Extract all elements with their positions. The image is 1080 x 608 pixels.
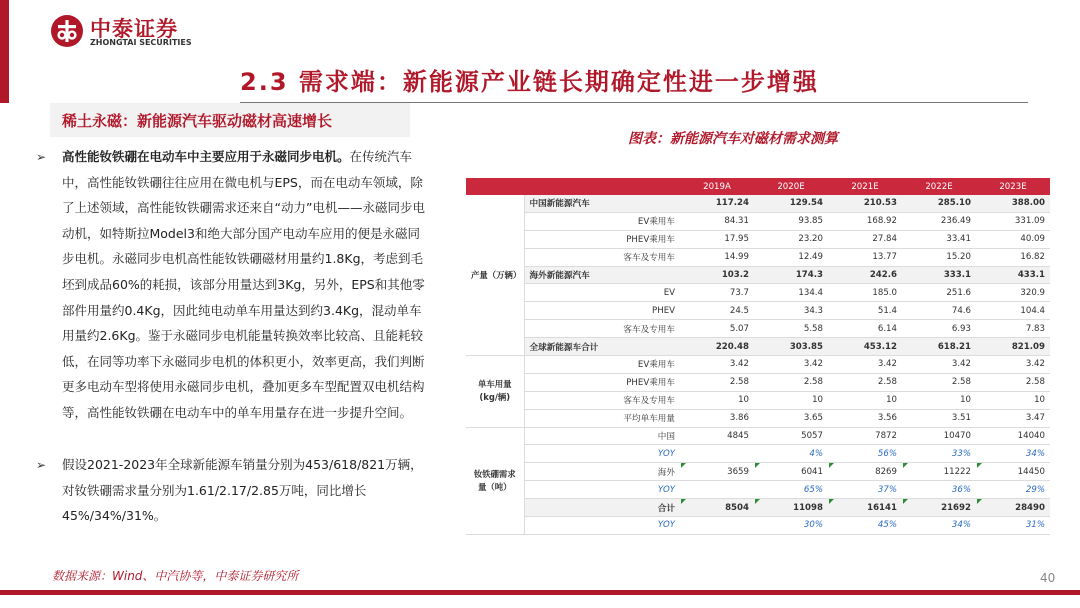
- group-label-demand: 钕铁硼需求量（吨）: [466, 427, 524, 534]
- table-cell: 3.42: [754, 356, 828, 374]
- table-cell: 134.4: [754, 284, 828, 302]
- table-cell: 14040: [976, 427, 1050, 445]
- table-row-cn-nev: [466, 195, 1050, 212]
- table-cell: 93.85: [754, 212, 828, 230]
- table-cell: 30%: [754, 517, 828, 535]
- table-cell: 2.58: [680, 373, 754, 391]
- body-paragraph-1: [62, 144, 430, 426]
- table-cell: 333.1: [902, 266, 976, 284]
- table-cell: 14.99: [680, 248, 754, 266]
- left-accent-bar: [0, 0, 9, 103]
- table-cell: 8269: [828, 463, 902, 481]
- table-cell: 31%: [976, 517, 1050, 535]
- table-row-cn-ev: [466, 212, 1050, 230]
- subheading-text: 稀土永磁：新能源汽车驱动磁材高速增长: [62, 112, 333, 130]
- table-cell: 10: [680, 391, 754, 409]
- table-header-row: [466, 178, 1050, 195]
- table-cell: [680, 517, 754, 535]
- table-row-os-bus: [466, 320, 1050, 338]
- logo-text-en: ZHONGTAI SECURITIES: [90, 38, 192, 47]
- table-cell: 4845: [680, 427, 754, 445]
- table-cell: 7.83: [976, 320, 1050, 338]
- table-cell: 15.20: [902, 248, 976, 266]
- table-cell: 74.6: [902, 302, 976, 320]
- table-cell: 14450: [976, 463, 1050, 481]
- table-cell: 117.24: [680, 195, 754, 212]
- row-label: 海外: [524, 463, 680, 481]
- table-row-pc-avg: [466, 409, 1050, 427]
- table-cell: 220.48: [680, 338, 754, 356]
- table-cell: 5.58: [754, 320, 828, 338]
- row-label: PHEV: [524, 302, 680, 320]
- row-label: 客车及专用车: [524, 391, 680, 409]
- table-cell: 388.00: [976, 195, 1050, 212]
- table-cell: 6.93: [902, 320, 976, 338]
- column-header: 2020E: [754, 178, 828, 195]
- page-number: 40: [1040, 571, 1056, 585]
- table-cell: 51.4: [828, 302, 902, 320]
- table-cell: 236.49: [902, 212, 976, 230]
- table-cell: 11098: [754, 499, 828, 517]
- table-cell: 13.77: [828, 248, 902, 266]
- row-label: 合计: [524, 499, 680, 517]
- table-cell: 618.21: [902, 338, 976, 356]
- table-row-pc-ev: [466, 356, 1050, 374]
- table-cell: 331.09: [976, 212, 1050, 230]
- bullet-arrow-icon: ➢: [36, 458, 47, 472]
- table-cell: 6.14: [828, 320, 902, 338]
- body-paragraph-2: 假设2021-2023年全球新能源车销量分别为453/618/821万辆，对钕铁硼需求量分别为1.61/2.17/2.85万吨，同比增长45%/34%/31%。: [62, 457, 423, 524]
- table-cell: 10470: [902, 427, 976, 445]
- page-title: 2.3 需求端：新能源产业链长期确定性进一步增强: [240, 68, 819, 96]
- column-header: 2019A: [680, 178, 754, 195]
- table-cell: 433.1: [976, 266, 1050, 284]
- table-cell: 5.07: [680, 320, 754, 338]
- table-cell: 23.20: [754, 230, 828, 248]
- footer-bar: [0, 590, 1080, 595]
- table-row-os-nev: [466, 266, 1050, 284]
- table-row-cn-phev: [466, 230, 1050, 248]
- table-cell: 174.3: [754, 266, 828, 284]
- table-cell: 37%: [828, 481, 902, 499]
- row-label: 平均单车用量: [524, 409, 680, 427]
- logo-text-cn: 中泰证券: [90, 17, 178, 41]
- table-row-demand-total-yoy: [466, 517, 1050, 535]
- table-row-os-phev: [466, 302, 1050, 320]
- row-label: EV乘用车: [524, 212, 680, 230]
- logo-mark-icon: [50, 14, 84, 48]
- table-cell: 10: [828, 391, 902, 409]
- table-cell: 168.92: [828, 212, 902, 230]
- row-label: 海外新能源汽车: [524, 266, 680, 284]
- table-cell: 16141: [828, 499, 902, 517]
- table-cell: 84.31: [680, 212, 754, 230]
- paragraph-1-body: 在传统汽车中，高性能钕铁硼往往应用在微电机与EPS，而在电动车领域，除了上述领域，高性能钕铁硼需求还来自“动力”电机——永磁同步电动机，如特斯拉Model3和绝大部分国产电动车应用的便是永磁同步电机。永磁同步电机高性能钕铁硼磁材用量约1.8Kg，考虑到毛坯到成品60%的耗损，该部分用量达到3Kg，另外，EPS和其他零部件用量约0.4Kg，因此纯电动单车用量达到约3.4Kg，混动单车用量约2.6Kg。鉴于永磁同步电机能量转换效率比较高、且能耗较低，在同等功率下永磁同步电机的体积更小，效率更高，我们判断更多电动车型将使用永磁同步电机，叠加更多车型配置双电机结构等，高性能钕铁硼在电动车中的单车用量存在进一步提升空间。: [62, 149, 425, 420]
- table-row-os-ev: [466, 284, 1050, 302]
- column-header: 2022E: [902, 178, 976, 195]
- table-cell: 3.47: [976, 409, 1050, 427]
- table-cell: 33%: [902, 445, 976, 463]
- table-row-demand-cn: [466, 427, 1050, 445]
- group-label-sales: 产量（万辆）: [466, 195, 524, 356]
- table-cell: 17.95: [680, 230, 754, 248]
- table-cell: 73.7: [680, 284, 754, 302]
- row-label: EV乘用车: [524, 356, 680, 374]
- table-cell: 10: [976, 391, 1050, 409]
- table-cell: 34%: [902, 517, 976, 535]
- table-cell: 3.86: [680, 409, 754, 427]
- table-cell: 303.85: [754, 338, 828, 356]
- chart-title: 图表：新能源汽车对磁材需求测算: [628, 131, 838, 147]
- table-cell: 185.0: [828, 284, 902, 302]
- table-cell: 21692: [902, 499, 976, 517]
- table-cell: 6041: [754, 463, 828, 481]
- table-cell: 2.58: [754, 373, 828, 391]
- table-cell: 45%: [828, 517, 902, 535]
- table-row-pc-phev: [466, 373, 1050, 391]
- table-cell: 453.12: [828, 338, 902, 356]
- table-cell: 821.09: [976, 338, 1050, 356]
- table-cell: 24.5: [680, 302, 754, 320]
- table-row-cn-bus: [466, 248, 1050, 266]
- table-cell: 251.6: [902, 284, 976, 302]
- table-cell: 34.3: [754, 302, 828, 320]
- table-row-global-total: [466, 338, 1050, 356]
- table-cell: 2.58: [828, 373, 902, 391]
- table-row-demand-os: [466, 463, 1050, 481]
- table-cell: 4%: [754, 445, 828, 463]
- table-cell: 36%: [902, 481, 976, 499]
- row-label: EV: [524, 284, 680, 302]
- row-label: 客车及专用车: [524, 248, 680, 266]
- table-cell: [680, 445, 754, 463]
- table-cell: 10: [754, 391, 828, 409]
- row-label: YOY: [524, 517, 680, 535]
- table-cell: 210.53: [828, 195, 902, 212]
- group-label-per-car: 单车用量(kg/辆): [466, 356, 524, 428]
- table-cell: 103.2: [680, 266, 754, 284]
- table-cell: 104.4: [976, 302, 1050, 320]
- table-cell: 33.41: [902, 230, 976, 248]
- column-header: 2021E: [828, 178, 902, 195]
- table-cell: 285.10: [902, 195, 976, 212]
- table-cell: 11222: [902, 463, 976, 481]
- row-label: 中国新能源汽车: [524, 195, 680, 212]
- table-cell: 242.6: [828, 266, 902, 284]
- table-cell: 3.42: [976, 356, 1050, 374]
- company-logo: [50, 14, 200, 48]
- table-cell: 3.42: [902, 356, 976, 374]
- table-row-demand-total: [466, 499, 1050, 517]
- table-cell: 2.58: [976, 373, 1050, 391]
- table-cell: 12.49: [754, 248, 828, 266]
- table-cell: 34%: [976, 445, 1050, 463]
- row-label: 全球新能源车合计: [524, 338, 680, 356]
- table-cell: 320.9: [976, 284, 1050, 302]
- table-row-pc-bus: [466, 391, 1050, 409]
- table-cell: 27.84: [828, 230, 902, 248]
- table-row-demand-os-yoy: [466, 481, 1050, 499]
- table-cell: 65%: [754, 481, 828, 499]
- table-cell: 16.82: [976, 248, 1050, 266]
- row-label: PHEV乘用车: [524, 373, 680, 391]
- table-cell: 40.09: [976, 230, 1050, 248]
- row-label: YOY: [524, 445, 680, 463]
- row-label: 客车及专用车: [524, 320, 680, 338]
- table-cell: 3.42: [680, 356, 754, 374]
- bullet-arrow-icon: ➢: [36, 150, 47, 164]
- table-cell: 3.42: [828, 356, 902, 374]
- table-cell: 3.56: [828, 409, 902, 427]
- data-source-note: 数据来源：Wind、中汽协等，中泰证券研究所: [52, 569, 299, 583]
- table-cell: 3.65: [754, 409, 828, 427]
- table-cell: 129.54: [754, 195, 828, 212]
- row-label: 中国: [524, 427, 680, 445]
- magnet-demand-table: [466, 178, 1050, 535]
- row-label: YOY: [524, 481, 680, 499]
- row-label: PHEV乘用车: [524, 230, 680, 248]
- table-cell: [680, 481, 754, 499]
- table-cell: 3659: [680, 463, 754, 481]
- table-cell: 56%: [828, 445, 902, 463]
- section-subheading: [50, 103, 410, 137]
- table-row-demand-cn-yoy: [466, 445, 1050, 463]
- table-cell: 5057: [754, 427, 828, 445]
- paragraph-1-lead: 高性能钕铁硼在电动车中主要应用于永磁同步电机。: [62, 149, 350, 164]
- header-blank: [466, 178, 524, 195]
- table-cell: 10: [902, 391, 976, 409]
- table-cell: 3.51: [902, 409, 976, 427]
- table-cell: 7872: [828, 427, 902, 445]
- table-cell: 28490: [976, 499, 1050, 517]
- table-cell: 2.58: [902, 373, 976, 391]
- header-blank: [524, 178, 680, 195]
- table-cell: 29%: [976, 481, 1050, 499]
- column-header: 2023E: [976, 178, 1050, 195]
- table-cell: 8504: [680, 499, 754, 517]
